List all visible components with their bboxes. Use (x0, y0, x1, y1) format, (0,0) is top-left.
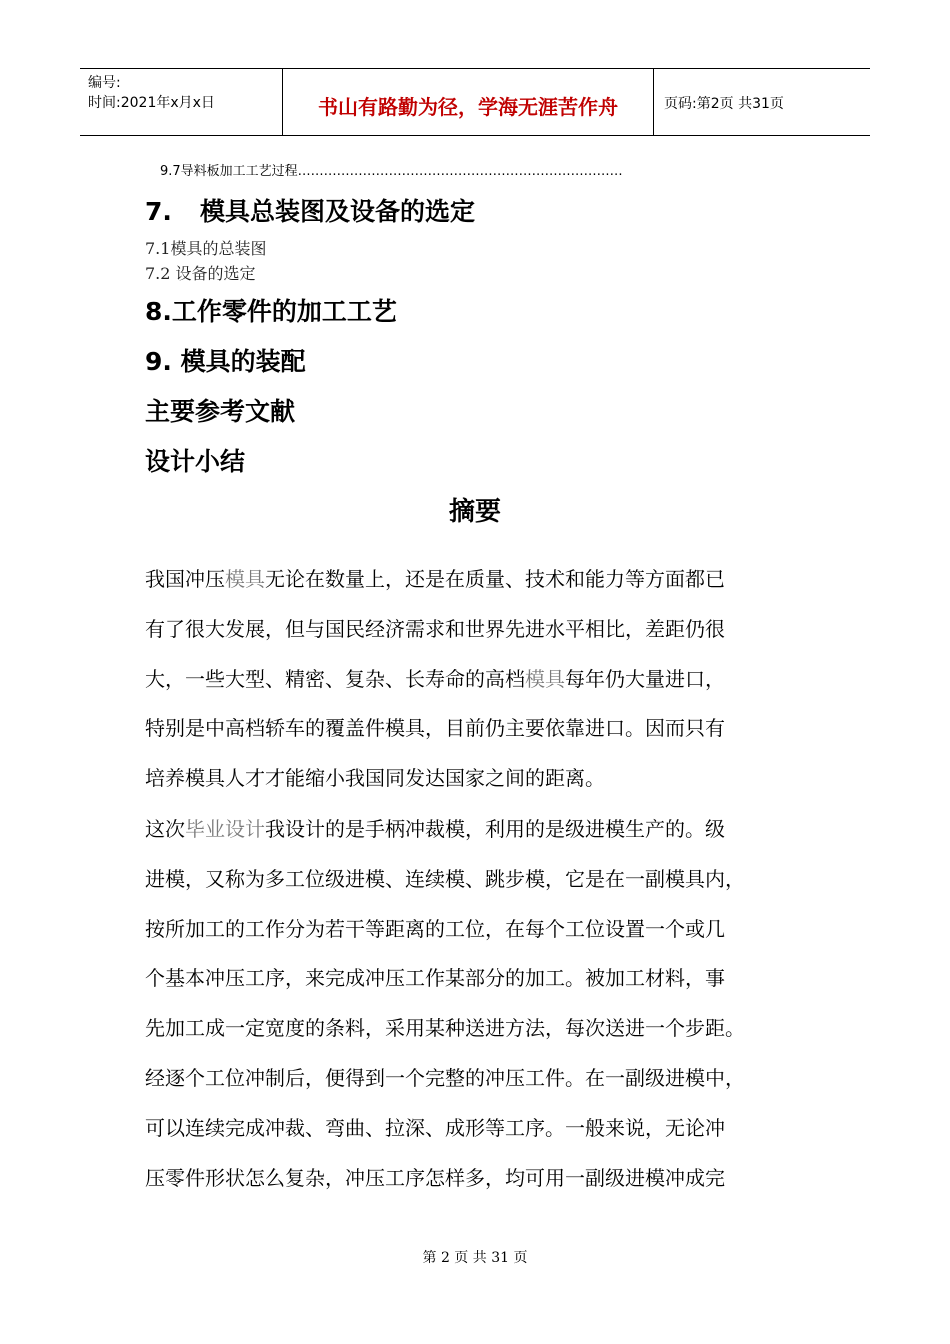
toc-entry-7-1: 7.1模具的总装图 (145, 239, 267, 258)
paragraph-line: 经逐个工位冲制后，便得到一个完整的冲压工件。在一副级进模中， (145, 1065, 745, 1090)
text-run: 这次 (145, 817, 185, 841)
header-page-cell (654, 69, 870, 135)
keyword-link[interactable]: 毕业设计 (185, 817, 265, 841)
toc-heading-7-text: 模具总装图及设备的选定 (200, 197, 476, 226)
paragraph-line: 有了很大发展，但与国民经济需求和世界先进水平相比，差距仍很 (145, 616, 725, 641)
page-footer: 第 2 页 共 31 页 (422, 1250, 528, 1266)
code-label: 编号: (88, 75, 121, 91)
paragraph-line: 培养模具人才才能缩小我国同发达国家之间的距离。 (145, 766, 605, 791)
paragraph-line: 个基本冲压工序，来完成冲压工作某部分的加工。被加工材料，事 (145, 966, 725, 991)
toc-heading-9: 9. 模具的装配 (145, 347, 306, 376)
toc-heading-7-number: 7. (145, 197, 172, 226)
paragraph-line: 可以连续完成冲裁、弯曲、拉深、成形等工序。一般来说，无论冲 (145, 1115, 725, 1140)
keyword-link[interactable]: 模具 (225, 567, 265, 591)
text-run: 无论在数量上，还是在质量、技术和能力等方面都已 (265, 567, 725, 591)
text-run: 我设计的是手柄冲裁模，利用的是级进模生产的。级 (265, 817, 725, 841)
header-page-info: 页码:第2页 共31页 (664, 96, 784, 112)
date-label: 时间:2021年x月x日 (88, 95, 215, 111)
toc-entry-7-2: 7.2 设备的选定 (145, 264, 256, 283)
paragraph-line: 进模，又称为多工位级进模、连续模、跳步模，它是在一副模具内， (145, 866, 745, 891)
paragraph-line (145, 555, 810, 605)
text-run: 我国冲压 (145, 567, 225, 591)
text-run: 大，一些大型、精密、复杂、长寿命的高档 (145, 666, 525, 691)
toc-entry-9-7: 9.7导料板加工工艺过程………………………………………………………………… (160, 164, 623, 179)
toc-references: 主要参考文献 (145, 397, 296, 426)
paragraph-line (145, 805, 810, 855)
toc-summary: 设计小结 (145, 447, 246, 476)
header-motto-cell (282, 69, 654, 135)
paragraph-line: 特别是中高档轿车的覆盖件模具，目前仍主要依靠进口。因而只有 (145, 716, 725, 741)
abstract-paragraph-2 (145, 805, 810, 1203)
abstract-title: 摘要 (448, 497, 501, 527)
paragraph-line: 按所加工的工作分为若干等距离的工位，在每个工位设置一个或几 (145, 916, 725, 941)
abstract-paragraph-1 (145, 555, 810, 804)
toc-heading-7 (145, 192, 475, 228)
toc-heading-8: 8.工作零件的加工工艺 (145, 297, 397, 326)
paragraph-line: 压零件形状怎么复杂，冲压工序怎样多，均可用一副级进模冲成完 (145, 1165, 725, 1190)
text-run: 每年仍大量进口， (565, 666, 725, 691)
page-header (80, 68, 870, 136)
paragraph-line (145, 655, 810, 705)
keyword-link[interactable]: 模具 (525, 666, 565, 691)
header-meta-cell (80, 69, 282, 135)
paragraph-line: 先加工成一定宽度的条料，采用某种送进方法，每次送进一个步距。 (145, 1016, 745, 1041)
header-motto: 书山有路勤为径，学海无涯苦作舟 (318, 95, 618, 119)
